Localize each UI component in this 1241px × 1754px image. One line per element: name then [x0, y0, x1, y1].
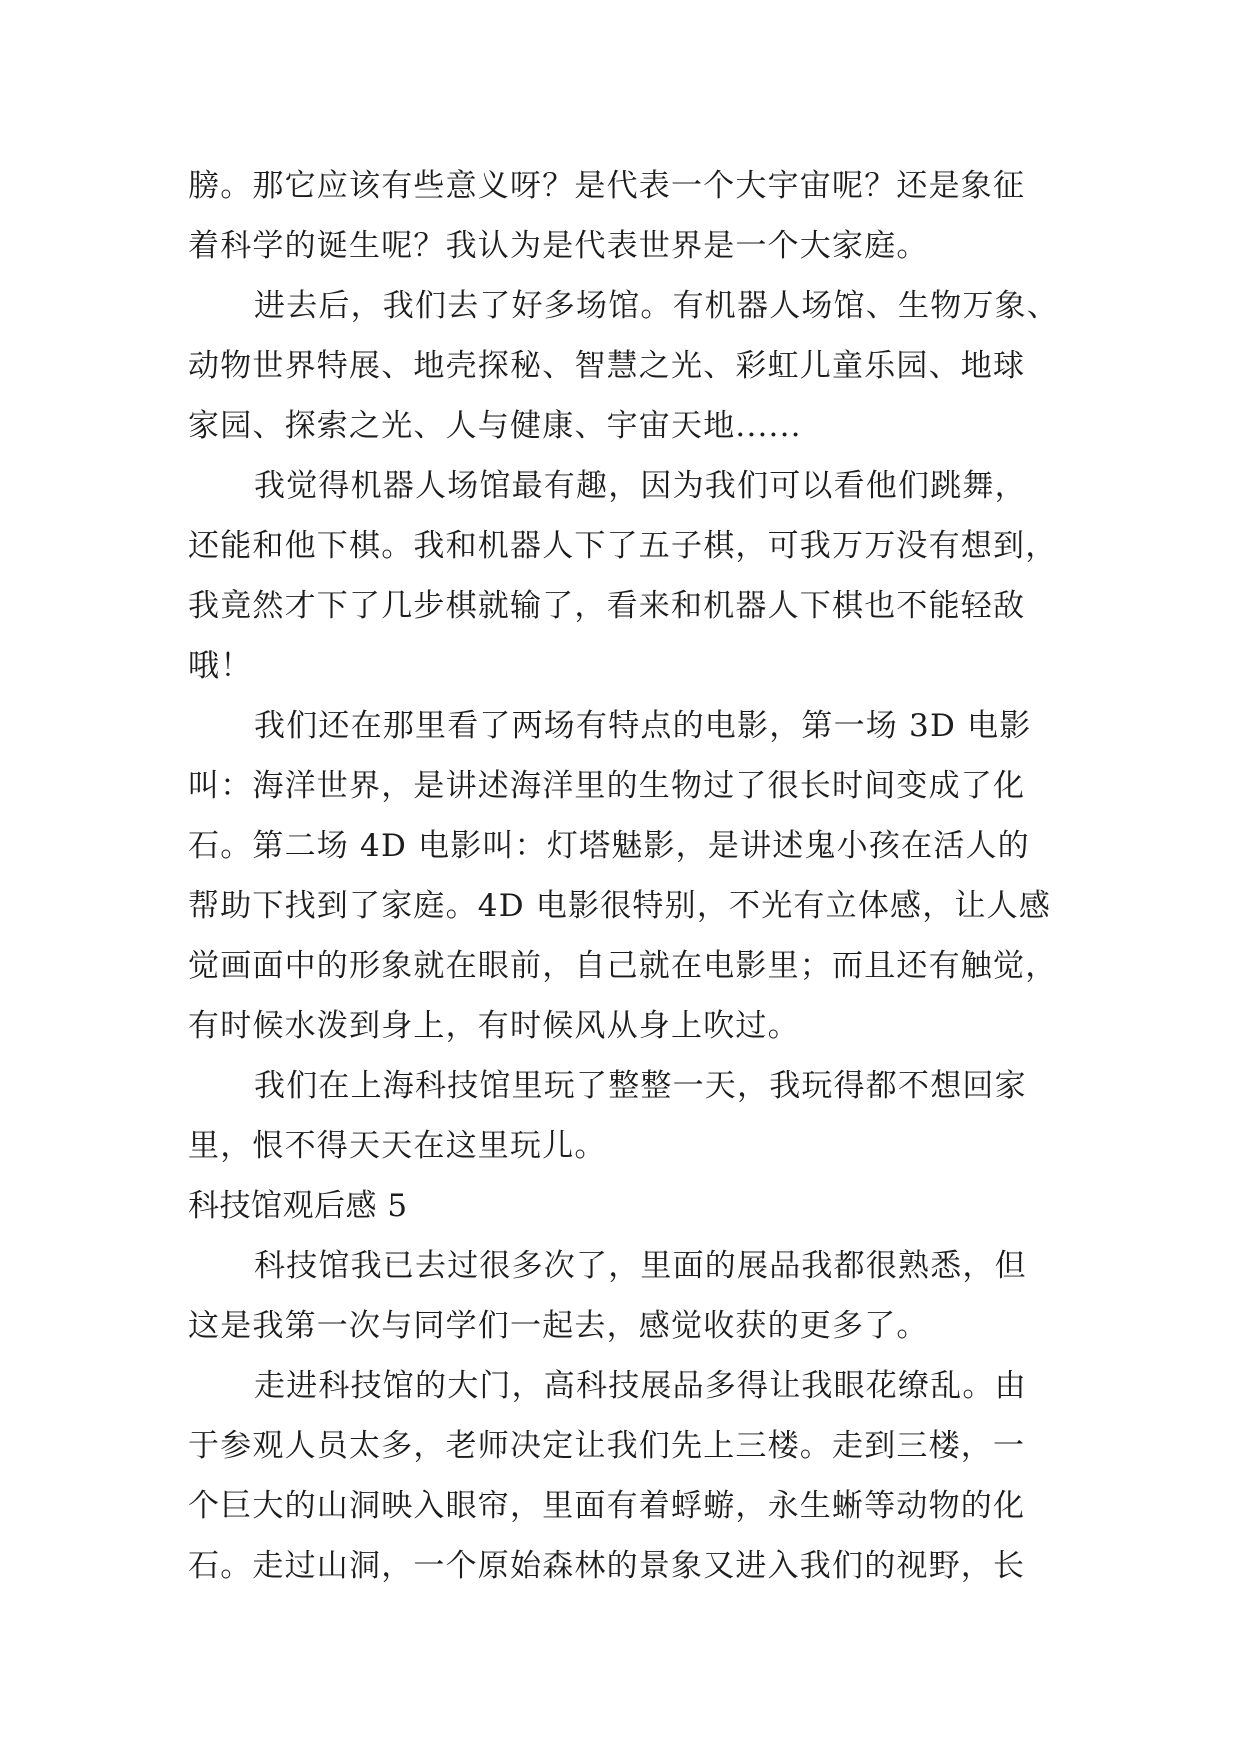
paragraph-start-line: 我们在上海科技馆里玩了整整一天，我玩得都不想回家 — [254, 1068, 1027, 1104]
document-body — [188, 156, 1058, 1596]
text-line: 石。走过山洞，一个原始森林的景象又进入我们的视野，长 — [188, 1548, 1026, 1584]
paragraph-start-line: 进去后，我们去了好多场馆。有机器人场馆、生物万象、 — [254, 288, 1059, 324]
paragraph-start-line: 我觉得机器人场馆最有趣，因为我们可以看他们跳舞， — [254, 468, 1027, 504]
paragraph-start-line: 走进科技馆的大门，高科技展品多得让我眼花缭乱。由 — [254, 1368, 1027, 1404]
text-line: 个巨大的山洞映入眼帘，里面有着蜉蝣，永生蜥等动物的化 — [188, 1488, 1026, 1524]
text-line: 觉画面中的形象就在眼前，自己就在电影里；而且还有触觉， — [188, 948, 1058, 984]
text-line: 于参观人员太多，老师决定让我们先上三楼。走到三楼，一 — [188, 1428, 1026, 1464]
text-line: 哦！ — [188, 648, 253, 684]
section-heading: 科技馆观后感 5 — [188, 1188, 408, 1224]
text-line: 还能和他下棋。我和机器人下了五子棋，可我万万没有想到， — [188, 528, 1058, 564]
text-line: 有时候水泼到身上，有时候风从身上吹过。 — [188, 1008, 800, 1044]
text-line: 动物世界特展、地壳探秘、智慧之光、彩虹儿童乐园、地球 — [188, 348, 1026, 384]
text-line: 叫：海洋世界，是讲述海洋里的生物过了很长时间变成了化 — [188, 768, 1026, 804]
text-line: 我竟然才下了几步棋就输了，看来和机器人下棋也不能轻敌 — [188, 588, 1026, 624]
text-line: 里，恨不得天天在这里玩儿。 — [188, 1128, 607, 1164]
paragraph-start-line: 科技馆我已去过很多次了，里面的展品我都很熟悉，但 — [254, 1248, 1027, 1284]
text-line: 这是我第一次与同学们一起去，感觉收获的更多了。 — [188, 1308, 929, 1344]
text-line: 石。第二场 4D 电影叫：灯塔魅影，是讲述鬼小孩在活人的 — [188, 828, 1030, 864]
text-line: 家园、探索之光、人与健康、宇宙天地...... — [188, 408, 802, 444]
text-line: 膀。那它应该有些意义呀？是代表一个大宇宙呢？还是象征 — [188, 168, 1026, 204]
text-line: 着科学的诞生呢？我认为是代表世界是一个大家庭。 — [188, 228, 929, 264]
paragraph-start-line: 我们还在那里看了两场有特点的电影，第一场 3D 电影 — [254, 708, 1032, 744]
text-line: 帮助下找到了家庭。4D 电影很特别，不光有立体感，让人感 — [188, 888, 1052, 924]
